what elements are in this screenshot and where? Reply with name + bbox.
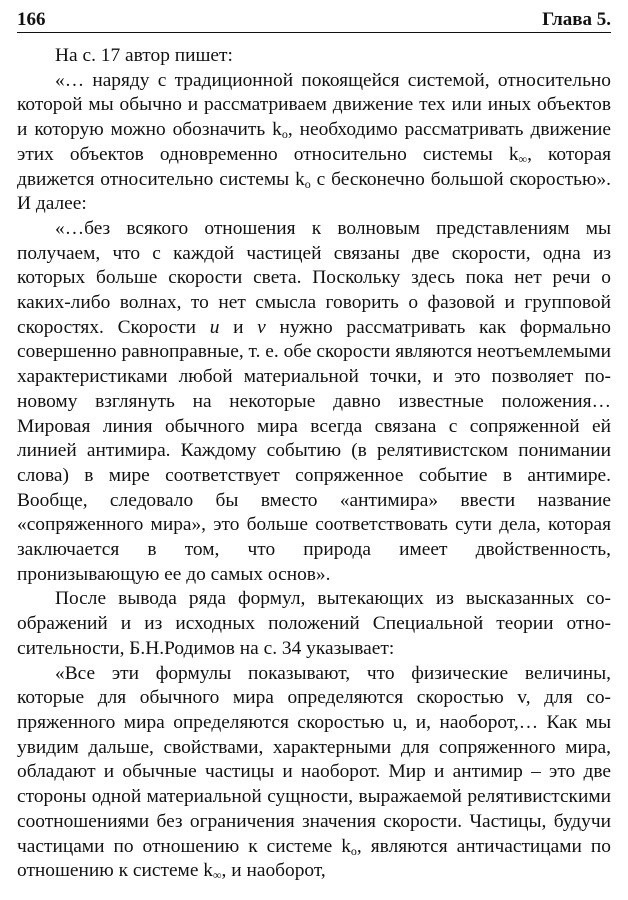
text-segment: «… наряду с традиционной покоящейся системой, относительно которой мы обычно и рассматриваем движение тех или иных объектов и которую можно обозначить k xyxy=(17,69,611,141)
book-page xyxy=(17,8,611,884)
text-segment: , являются античастицами по отношению к системе k xyxy=(17,835,611,882)
subscript-index: o xyxy=(350,843,357,858)
subscript-index: ∞ xyxy=(212,868,222,883)
paragraph xyxy=(17,44,611,69)
text-segment: После вывода ряда формул, вытекающих из высказанных соображений и из исходных положений Специальной теории относительности, Б.Н.Родимов на с. 34 указывает: xyxy=(17,588,611,659)
italic-variable: v xyxy=(257,316,266,338)
subscript-index: o xyxy=(304,176,311,191)
text-segment: , и наоборот, xyxy=(221,860,326,882)
paragraph xyxy=(17,587,611,661)
body-text xyxy=(17,44,611,884)
text-segment: «Все эти формулы показывают, что физические величины, которые для обычного мира определяются скоростью v, для сопряженного мира определяются скоростью u, и, наоборот,… Как мы увидим дальше, свойствами, характерными для сопряженного мира, обладают и обычные частицы и наоборот. Мир и антимир – это две стороны одной материальной сущности, выражаемой релятивистскими соотношениями без ограничения значения скорости. Частицы, будучи частицами по отношению к системе k xyxy=(17,662,611,857)
text-segment: «…без всякого отношения к волновым представлениям мы получаем, что с каждой частицей связаны две скорости, одна из которых больше скорости света. Поскольку здесь пока нет речи о каких-либо волнах, то нет смысла говорить о фазовой и групповой скоростях. Скорости xyxy=(17,217,611,338)
text-segment: и xyxy=(219,316,258,338)
text-segment: , которая движется относительно системы k xyxy=(17,143,611,190)
paragraph xyxy=(17,217,611,588)
subscript-index: ∞ xyxy=(518,151,528,166)
italic-variable: u xyxy=(209,316,220,338)
text-segment: нужно рассматривать как формально совершенно равноправные, т. е. обе скорости являются неотъемлемыми характеристиками любой материальной точки, и это позволяет по-новому взглянуть на некоторые давно известные положения… Мировая линия обычного мира всегда связана с сопряженной ей линией антимира. Каждому событию (в релятивистском понимании слова) в мире соответствует сопряженное событие в антимире. Вообще, следовало бы вместо «антимира» ввести название «сопряженного мира», это больше соответствовать сути дела, которая заключается в том, что природа имеет двойственность, пронизывающую ее до самых основ». xyxy=(17,316,611,585)
subscript-index: o xyxy=(281,127,288,142)
running-header xyxy=(17,8,611,33)
chapter-title: Глава 5. xyxy=(542,9,611,30)
paragraph xyxy=(17,662,611,884)
text-segment: с бесконечно большой скоростью». И далее: xyxy=(17,168,612,215)
paragraph xyxy=(17,69,611,217)
page-number: 166 xyxy=(17,9,46,30)
text-segment: , необходимо рассматривать движение этих объектов одновременно относительно системы k xyxy=(17,119,611,165)
text-segment: На с. 17 автор пишет: xyxy=(55,45,233,66)
